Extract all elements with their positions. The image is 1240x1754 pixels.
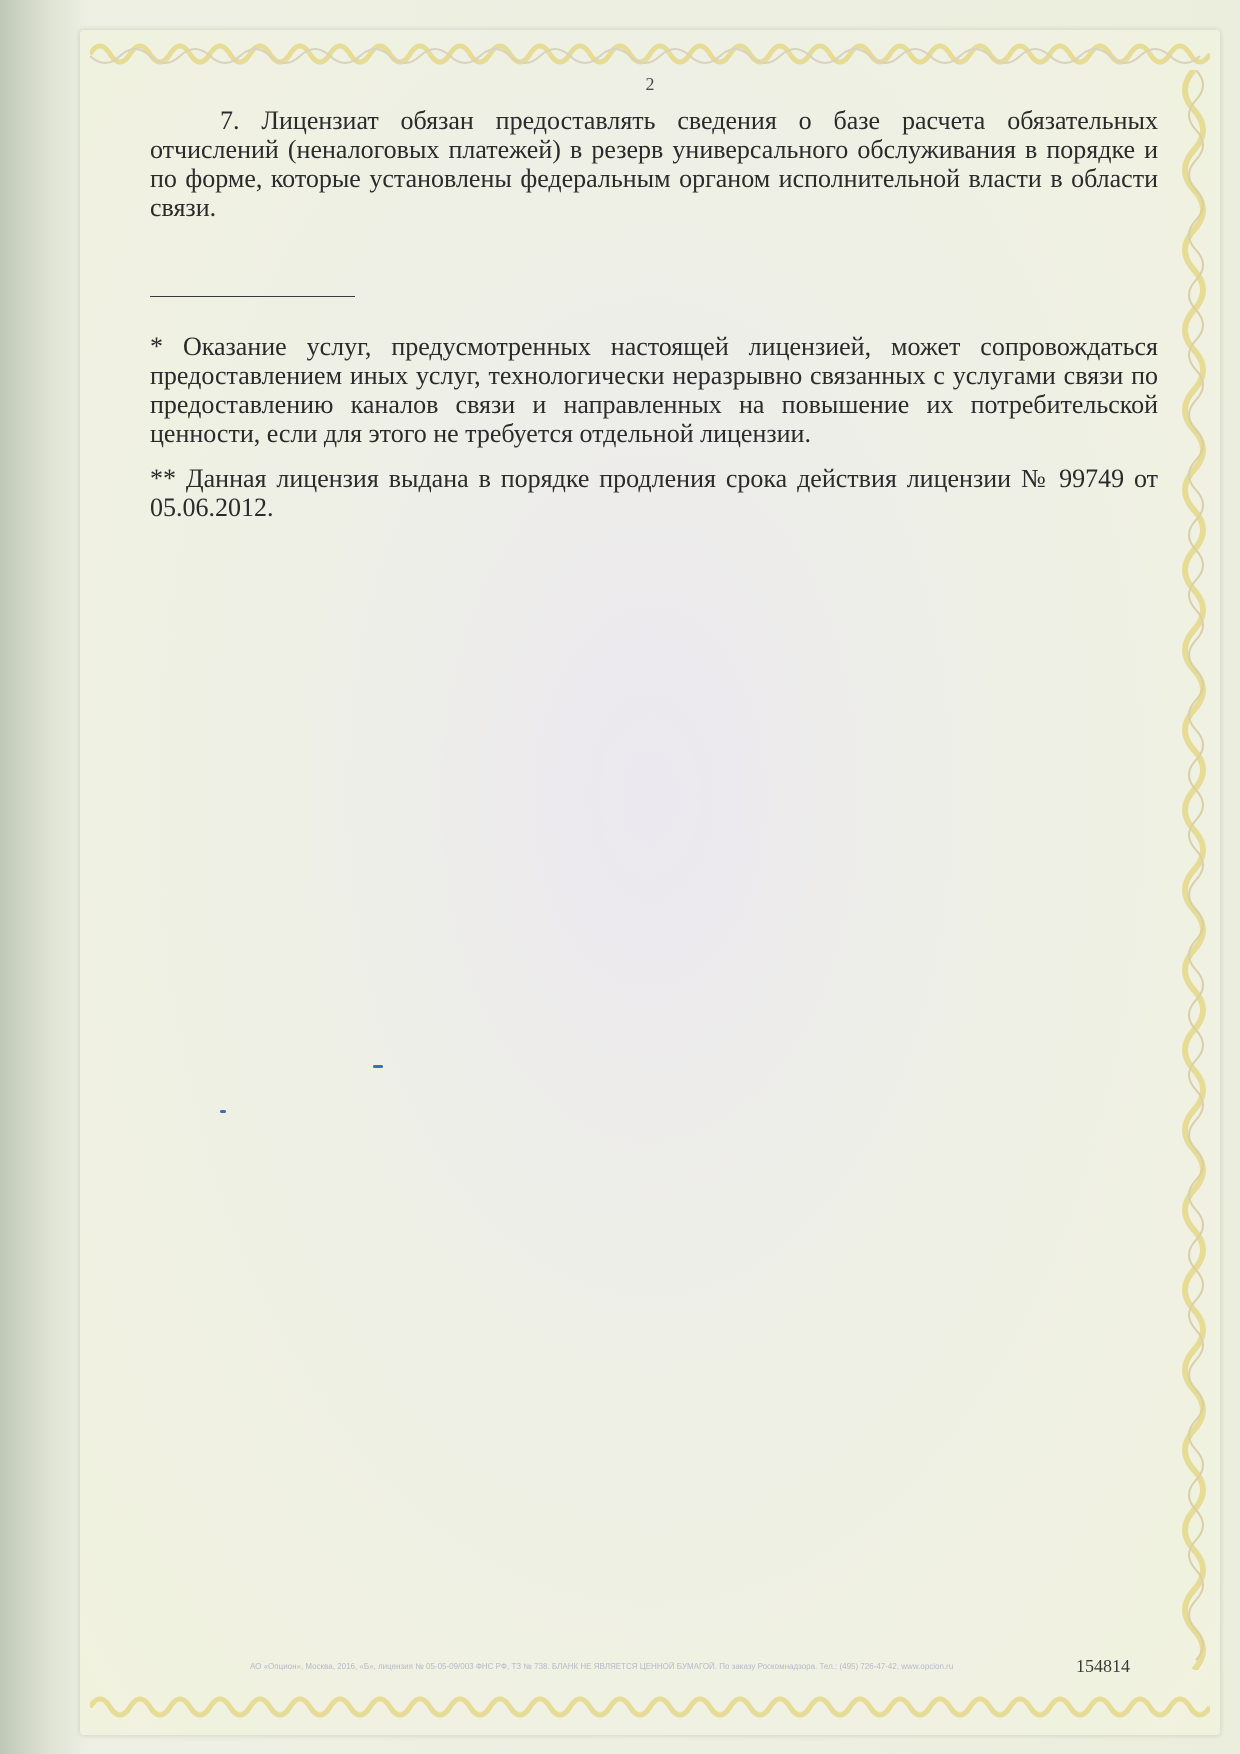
footnote-2: ** Данная лицензия выдана в порядке продления срока действия лицензии № 99749 от 05.06.2012. <box>150 464 1158 522</box>
serial-number: 154814 <box>1076 1656 1130 1676</box>
form-imprint: АО «Опцион», Москва, 2016, «Б», лицензия № 05-05-09/003 ФНС РФ, ТЗ № 738. БЛАНК НЕ ЯВЛЯЕТСЯ ЦЕННОЙ БУМАГОЙ. По заказу Роскомнадзора. Тел.: (495) 726-47-42, www.opcion.ru <box>250 1662 954 1671</box>
binding-shadow <box>0 0 90 1754</box>
ink-speck <box>220 1110 226 1113</box>
ink-speck <box>373 1065 383 1068</box>
license-sheet <box>80 30 1220 1735</box>
guilloche-border-right <box>1174 70 1214 1670</box>
footnote-1: * Оказание услуг, предусмотренных настоящей лицензией, может сопровождаться предоставлением иных услуг, технологически неразрывно связанных с услугами связи по предоставлению каналов связи и направленных на повышение их потребительской ценности, если для этого не требуется отдельной лицензии. <box>150 332 1158 448</box>
paragraph-7: 7. Лицензиат обязан предоставлять сведения о базе расчета обязательных отчислений (неналоговых платежей) в резерв универсального обслуживания в порядке и по форме, которые установлены федеральным органом исполнительной власти в области связи. <box>150 106 1158 222</box>
footnote-separator <box>150 296 355 297</box>
page-number: 2 <box>645 74 655 94</box>
guilloche-border-top <box>90 36 1210 72</box>
guilloche-border-bottom <box>90 1689 1210 1725</box>
